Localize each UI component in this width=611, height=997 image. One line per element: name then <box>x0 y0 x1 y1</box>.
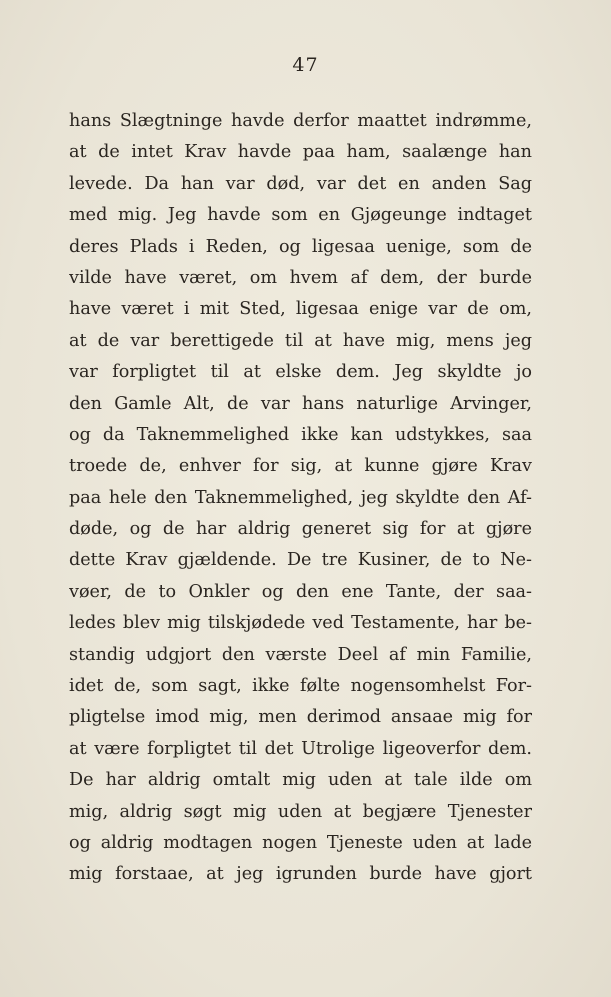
text-line-25: mig forstaae, at jeg igrunden burde have gjort <box>69 864 532 885</box>
body-text <box>69 106 532 891</box>
text-line-16: vøer, de to Onkler og den ene Tante, der saa- <box>69 581 532 602</box>
text-line-22: De har aldrig omtalt mig uden at tale ilde om <box>69 770 532 791</box>
text-line-23: mig, aldrig søgt mig uden at begjære Tjenester <box>69 801 532 822</box>
text-line-11: og da Taknemmelighed ikke kan udstykkes, saa <box>69 424 532 445</box>
text-line-12: troede de, enhver for sig, at kunne gjøre Krav <box>69 456 532 477</box>
text-line-17: ledes blev mig tilskjødede ved Testamente, har be- <box>69 613 532 634</box>
text-line-13: paa hele den Taknemmelighed, jeg skyldte den Af- <box>69 487 532 508</box>
text-line-15: dette Krav gjældende. De tre Kusiner, de to Ne- <box>69 550 532 571</box>
text-line-3: levede. Da han var død, var det en anden Sag <box>69 173 532 194</box>
text-line-14: døde, og de har aldrig generet sig for at gjøre <box>69 519 532 540</box>
text-line-7: have været i mit Sted, ligesaa enige var de om, <box>69 299 532 320</box>
text-line-8: at de var berettigede til at have mig, mens jeg <box>69 330 532 351</box>
text-line-24: og aldrig modtagen nogen Tjeneste uden at lade <box>69 832 532 853</box>
text-line-1: hans Slægtninge havde derfor maattet indrømme, <box>69 111 532 131</box>
text-line-2: at de intet Krav havde paa ham, saalænge han <box>69 142 532 163</box>
text-line-9: var forpligtet til at elske dem. Jeg skyldte jo <box>69 362 532 383</box>
text-line-21: at være forpligtet til det Utrolige ligeoverfor dem. <box>69 738 532 759</box>
text-line-4: med mig. Jeg havde som en Gjøgeunge indtaget <box>69 205 532 226</box>
text-line-6: vilde have været, om hvem af dem, der burde <box>69 267 532 288</box>
text-line-20: pligtelse imod mig, men derimod ansaae mig for <box>69 707 532 728</box>
page-number: 47 <box>292 54 319 76</box>
text-line-19: idet de, som sagt, ikke følte nogensomhelst For- <box>69 676 532 697</box>
text-line-18: standig udgjort den værste Deel af min Familie, <box>69 644 532 665</box>
text-line-5: deres Plads i Reden, og ligesaa uenige, som de <box>69 236 532 257</box>
text-line-10: den Gamle Alt, de var hans naturlige Arvinger, <box>69 393 532 414</box>
